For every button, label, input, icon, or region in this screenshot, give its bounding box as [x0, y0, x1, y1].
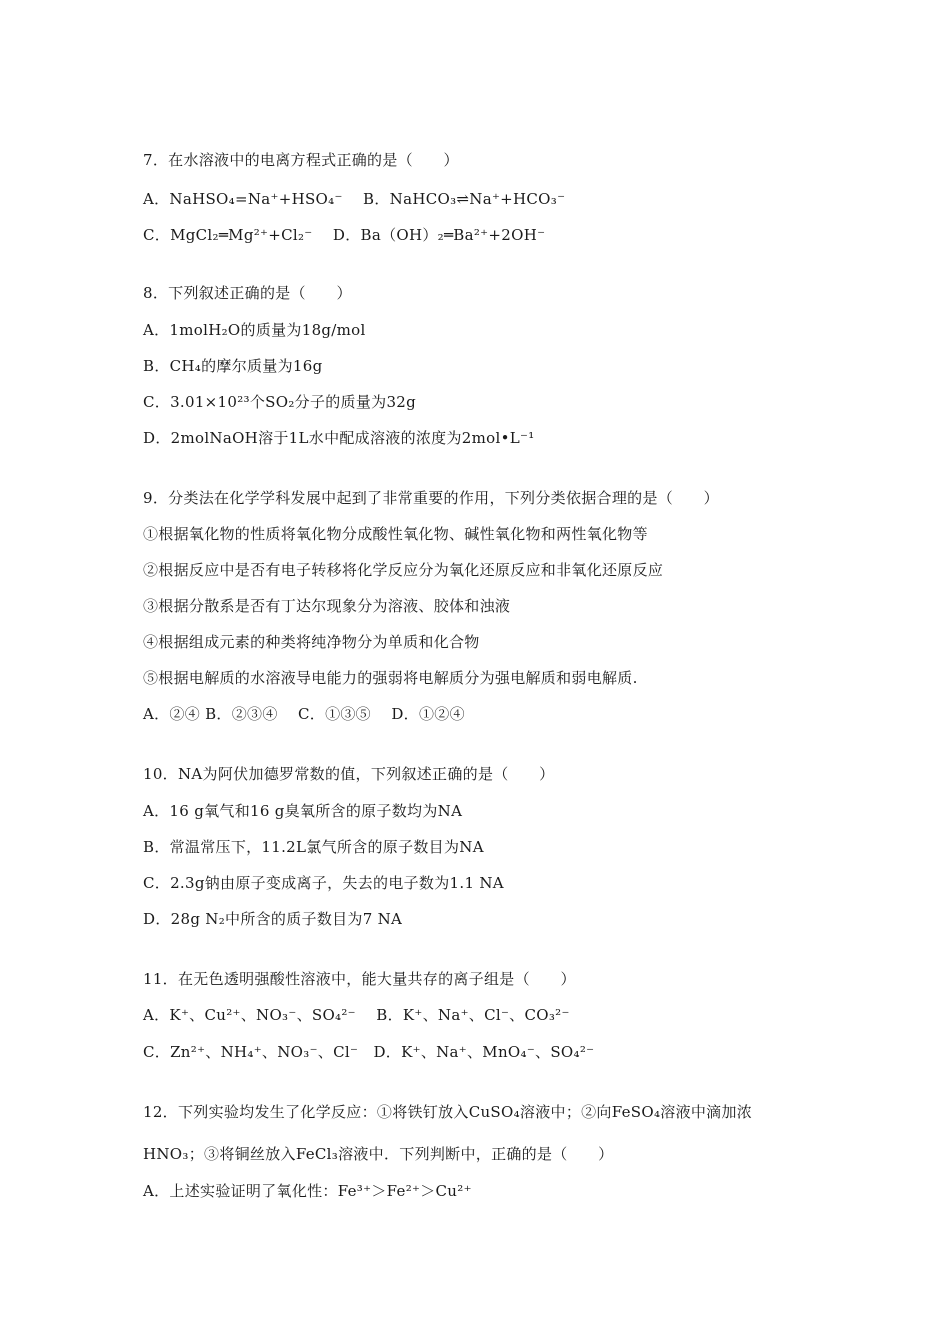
q10-stem: 10．NA为阿伏加德罗常数的值，下列叙述正确的是（ ）: [143, 765, 555, 783]
q11-options-cd: C．Zn²⁺、NH₄⁺、NO₃⁻、Cl⁻ D．K⁺、Na⁺、MnO₄⁻、SO₄²⁻: [143, 1043, 595, 1061]
q8-option-d: D．2molNaOH溶于1L水中配成溶液的浓度为2mol•L⁻¹: [143, 429, 535, 447]
q8-option-b: B．CH₄的摩尔质量为16g: [143, 357, 323, 375]
q8-option-a: A．1molH₂O的质量为18g/mol: [143, 321, 366, 339]
q12-option-a: A．上述实验证明了氧化性：Fe³⁺＞Fe²⁺＞Cu²⁺: [143, 1182, 472, 1200]
q9-options: A．②④ B．②③④ C．①③⑤ D．①②④: [143, 705, 465, 723]
q8-option-c: C．3.01×10²³个SO₂分子的质量为32g: [143, 393, 417, 411]
q12-stem-line-1: 12．下列实验均发生了化学反应：①将铁钉放入CuSO₄溶液中；②向FeSO₄溶液中滴加浓: [143, 1103, 753, 1121]
q8-stem: 8．下列叙述正确的是（ ）: [143, 284, 352, 302]
q9-stem: 9．分类法在化学学科发展中起到了非常重要的作用，下列分类依据合理的是（ ）: [143, 489, 719, 507]
q9-statement-4: ④根据组成元素的种类将纯净物分为单质和化合物: [143, 633, 480, 651]
q10-option-d: D．28g N₂中所含的质子数目为7 NA: [143, 910, 403, 928]
q10-option-b: B．常温常压下，11.2L氯气所含的原子数目为NA: [143, 838, 484, 856]
q11-stem: 11．在无色透明强酸性溶液中，能大量共存的离子组是（ ）: [143, 970, 576, 988]
q7-stem: 7．在水溶液中的电离方程式正确的是（ ）: [143, 151, 459, 169]
q7-options-ab: A．NaHSO₄=Na⁺+HSO₄⁻ B．NaHCO₃⇌Na⁺+HCO₃⁻: [143, 190, 566, 208]
q9-statement-5: ⑤根据电解质的水溶液导电能力的强弱将电解质分为强电解质和弱电解质.: [143, 669, 638, 687]
q9-statement-2: ②根据反应中是否有电子转移将化学反应分为氧化还原反应和非氧化还原反应: [143, 561, 664, 579]
q9-statement-3: ③根据分散系是否有丁达尔现象分为溶液、胶体和浊液: [143, 597, 511, 615]
q11-options-ab: A．K⁺、Cu²⁺、NO₃⁻、SO₄²⁻ B．K⁺、Na⁺、Cl⁻、CO₃²⁻: [143, 1006, 570, 1024]
q10-option-a: A．16 g氧气和16 g臭氧所含的原子数均为NA: [143, 802, 463, 820]
q10-option-c: C．2.3g钠由原子变成离子，失去的电子数为1.1 NA: [143, 874, 504, 892]
q12-stem-line-2: HNO₃；③将铜丝放入FeCl₃溶液中．下列判断中，正确的是（ ）: [143, 1145, 614, 1163]
q7-options-cd: C．MgCl₂═Mg²⁺+Cl₂⁻ D．Ba（OH）₂═Ba²⁺+2OH⁻: [143, 226, 546, 244]
q9-statement-1: ①根据氧化物的性质将氧化物分成酸性氧化物、碱性氧化物和两性氧化物等: [143, 525, 648, 543]
